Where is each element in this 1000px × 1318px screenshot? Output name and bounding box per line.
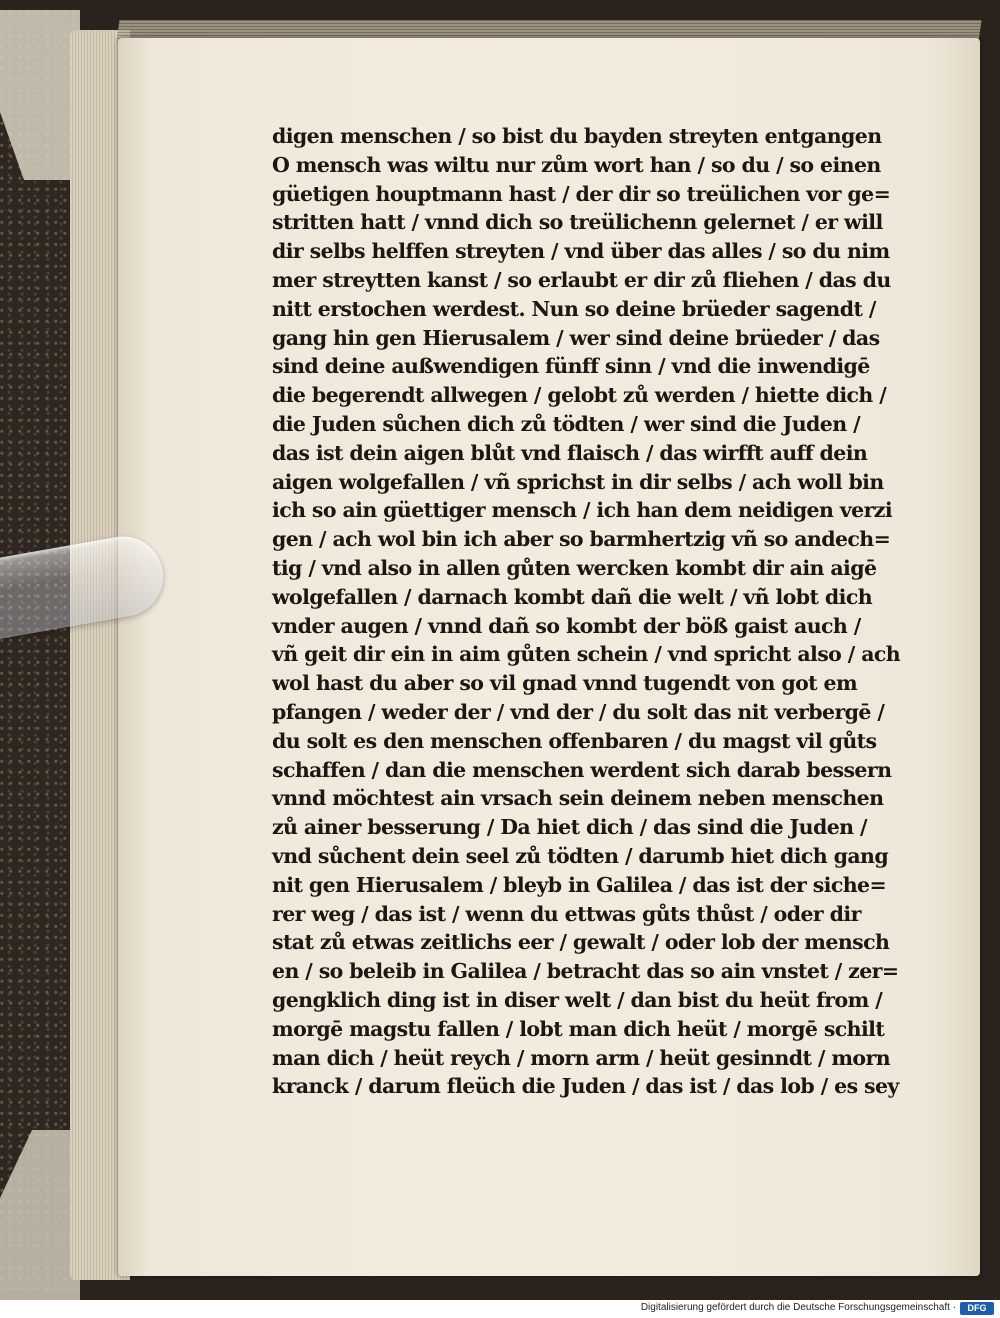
text-line: gengklich ding ist in diser welt / dan bist du heüt from / xyxy=(272,987,883,1012)
page-text xyxy=(272,122,912,1101)
text-line: rer weg / das ist / wenn du ettwas gůts thůst / oder dir xyxy=(272,901,861,926)
text-line: nit gen Hierusalem / bleyb in Galilea / das ist der siche= xyxy=(272,872,887,897)
text-line: zů ainer besserung / Da hiet dich / das sind die Juden / xyxy=(272,815,867,840)
text-line: aigen wolgefallen / vñ sprichst in dir selbs / ach woll bin xyxy=(272,469,884,494)
text-line: die begerendt allwegen / gelobt zů werden / hiette dich / xyxy=(272,383,887,408)
text-line: O mensch was wiltu nur zům wort han / so du / so einen xyxy=(272,152,881,177)
book-cover xyxy=(0,10,80,1290)
text-line: tig / vnd also in allen gůten wercken kombt dir ain aigē xyxy=(272,555,877,580)
text-line: wolgefallen / darnach kombt dañ die welt / vñ lobt dich xyxy=(272,584,873,609)
text-line: die Juden sůchen dich zů tödten / wer sind die Juden / xyxy=(272,411,860,436)
text-line: stritten hatt / vnnd dich so treülichenn gelernet / er will xyxy=(272,210,883,235)
text-line: kranck / darum fleüch die Juden / das ist / das lob / es sey xyxy=(272,1074,899,1099)
text-line: du solt es den menschen offenbaren / du magst vil gůts xyxy=(272,728,877,753)
text-line: man dich / heüt reych / morn arm / heüt gesinndt / morn xyxy=(272,1045,890,1070)
text-line: vnd sůchent dein seel zů tödten / darumb hiet dich gang xyxy=(272,843,889,868)
dfg-logo: DFG xyxy=(960,1302,994,1315)
text-line: pfangen / weder der / vnd der / du solt das nit verbergē / xyxy=(272,699,885,724)
text-line: vnder augen / vnnd dañ so kombt der böß gaist auch / xyxy=(272,613,861,638)
text-line: vnnd möchtest ain vrsach sein deinem neben menschen xyxy=(272,786,884,811)
text-line: morgē magstu fallen / lobt man dich heüt / morgē schilt xyxy=(272,1016,885,1041)
text-line: dir selbs helffen streyten / vnd über das alles / so du nim xyxy=(272,239,890,264)
text-line: sind deine außwendigen fünff sinn / vnd die inwendigē xyxy=(272,354,870,379)
text-line: schaffen / dan die menschen werdent sich darab bessern xyxy=(272,757,892,782)
text-line: en / so beleib in Galilea / betracht das so ain vnstet / zer= xyxy=(272,959,899,984)
text-line: vñ geit dir ein in aim gůten schein / vnd spricht also / ach xyxy=(272,642,901,667)
text-line: mer streytten kanst / so erlaubt er dir zů fliehen / das du xyxy=(272,267,891,292)
text-line: güetigen houptmann hast / der dir so treülichen vor ge= xyxy=(272,181,891,206)
text-line: ich so ain güettiger mensch / ich han dem neidigen verzi xyxy=(272,498,893,523)
text-line: gang hin gen Hierusalem / wer sind deine brüeder / das xyxy=(272,325,880,350)
text-line: digen menschen / so bist du bayden streyten entgangen xyxy=(272,124,882,148)
text-line: nitt erstochen werdest. Nun so deine brüeder sagendt / xyxy=(272,296,876,321)
text-line: das ist dein aigen blůt vnd flaisch / das wirfft auff dein xyxy=(272,440,868,465)
text-line: gen / ach wol bin ich aber so barmhertzig vñ so andech= xyxy=(272,527,891,552)
text-line: wol hast du aber so vil gnad vnnd tugendt von got em xyxy=(272,671,858,696)
funding-credit: Digitalisierung gefördert durch die Deutsche Forschungsgemeinschaft · xyxy=(640,1302,956,1313)
text-line: stat zů etwas zeitlichs eer / gewalt / oder lob der mensch xyxy=(272,930,890,955)
